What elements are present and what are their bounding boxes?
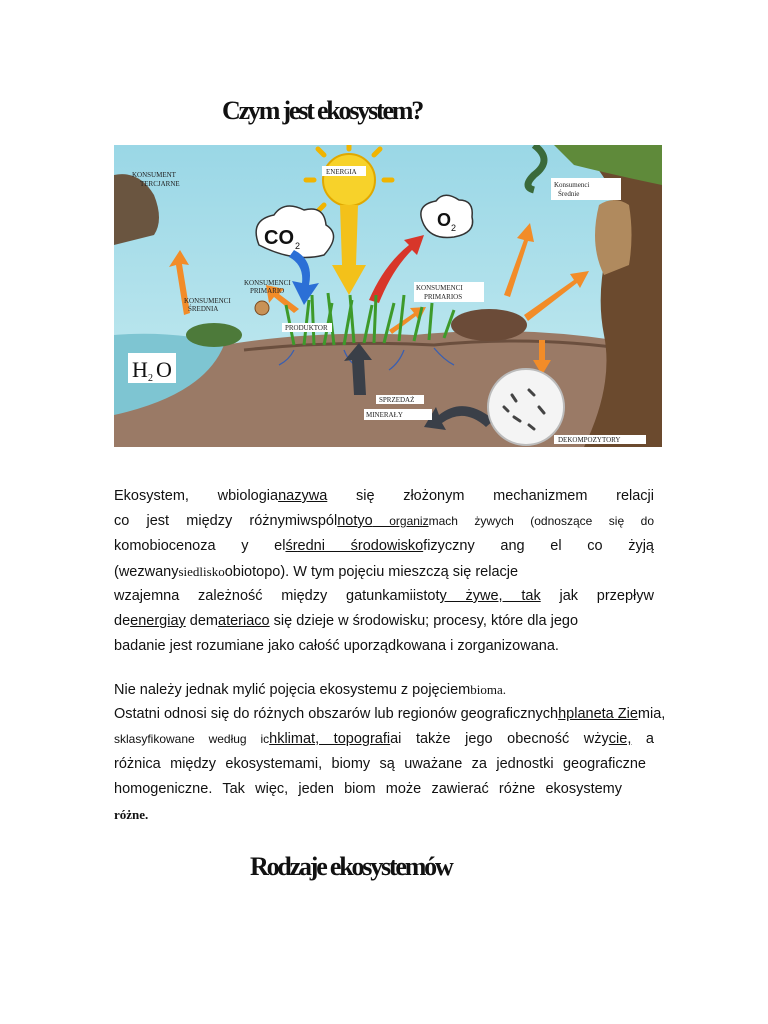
svg-text:MINERAŁY: MINERAŁY: [366, 411, 403, 419]
svg-text:ENERGIA: ENERGIA: [326, 168, 357, 176]
p1-line-1: Ekosystem, wbiologianazywa się złożonym mechanizmem relacji: [114, 488, 654, 504]
svg-text:KONSUMENCI: KONSUMENCI: [184, 297, 231, 305]
p1-line-2: co jest między różnymiwspólnotyo organizmach żywych (odnoszące się do: [114, 513, 654, 529]
svg-text:SPRZEDAŻ: SPRZEDAŻ: [379, 396, 415, 404]
p2-line-2: Ostatni odnosi się do różnych obszarów lub regionów geograficznychhplaneta Ziemia,: [114, 706, 666, 722]
svg-text:ŚREDNIA: ŚREDNIA: [188, 305, 219, 313]
p2-line-1: Nie należy jednak mylić pojęcia ekosystemu z pojęciembioma.: [114, 682, 506, 698]
svg-text:Konsumenci: Konsumenci: [554, 181, 590, 189]
p1-line-3: komobiocenoza y elśredni środowiskofizyczny ang el co żyją: [114, 538, 654, 554]
svg-text:PRIMARIOS: PRIMARIOS: [424, 293, 463, 301]
svg-text:PRIMARIO: PRIMARIO: [250, 287, 285, 295]
page-title: Czym jest ekosystem?: [222, 96, 423, 125]
p2-line-4: różnica między ekosystemami, biomy są uważane za jednostki geograficzne: [114, 756, 646, 772]
svg-text:O: O: [437, 210, 452, 230]
paragraph-biome: [114, 677, 676, 827]
svg-text:TERCJARNE: TERCJARNE: [140, 180, 180, 188]
svg-text:2: 2: [451, 223, 457, 233]
svg-text:H: H: [132, 357, 148, 382]
p1-line-4: (wezwanysiedliskoobiotopo). W tym pojęciu mieszczą się relacje: [114, 564, 519, 580]
svg-text:2: 2: [295, 241, 301, 251]
svg-text:DEKOMPOZYTORY: DEKOMPOZYTORY: [558, 436, 621, 444]
svg-text:CO: CO: [264, 227, 294, 249]
svg-text:KONSUMENT: KONSUMENT: [132, 171, 176, 179]
p2-line-5: homogeniczne. Tak więc, jeden biom może zawierać różne ekosystemy: [114, 781, 622, 797]
section-title: Rodzaje ekosystemów: [250, 852, 452, 881]
p1-line-7: badanie jest rozumiane jako całość uporządkowana i zorganizowana.: [114, 638, 559, 654]
paragraph-ecosystem-definition: [114, 484, 654, 659]
p1-line-5: wzajemna zależność między gatunkamiistoty żywe, tak jak przepływ: [114, 588, 654, 604]
ecosystem-illustration: [114, 145, 662, 447]
p2-line-3: sklasyfikowane według ichklimat, topografiai także jego obecność wżycie, a: [114, 731, 654, 747]
decomposers-icon: [488, 369, 564, 445]
svg-text:O: O: [156, 357, 172, 382]
p1-line-6: deenergiay demateriaco się dzieje w środowisku; procesy, które dla jego: [114, 613, 579, 629]
svg-text:KONSUMENCI: KONSUMENCI: [244, 279, 291, 287]
turtle: [186, 323, 242, 347]
p2-line-6: różne.: [114, 807, 149, 822]
wildcat: [595, 200, 632, 275]
svg-text:Średnie: Średnie: [558, 190, 580, 198]
svg-text:PRODUKTOR: PRODUKTOR: [285, 324, 328, 332]
snail: [255, 301, 269, 315]
svg-text:KONSUMENCI: KONSUMENCI: [416, 284, 463, 292]
svg-text:2: 2: [148, 373, 153, 384]
mole: [451, 309, 527, 341]
